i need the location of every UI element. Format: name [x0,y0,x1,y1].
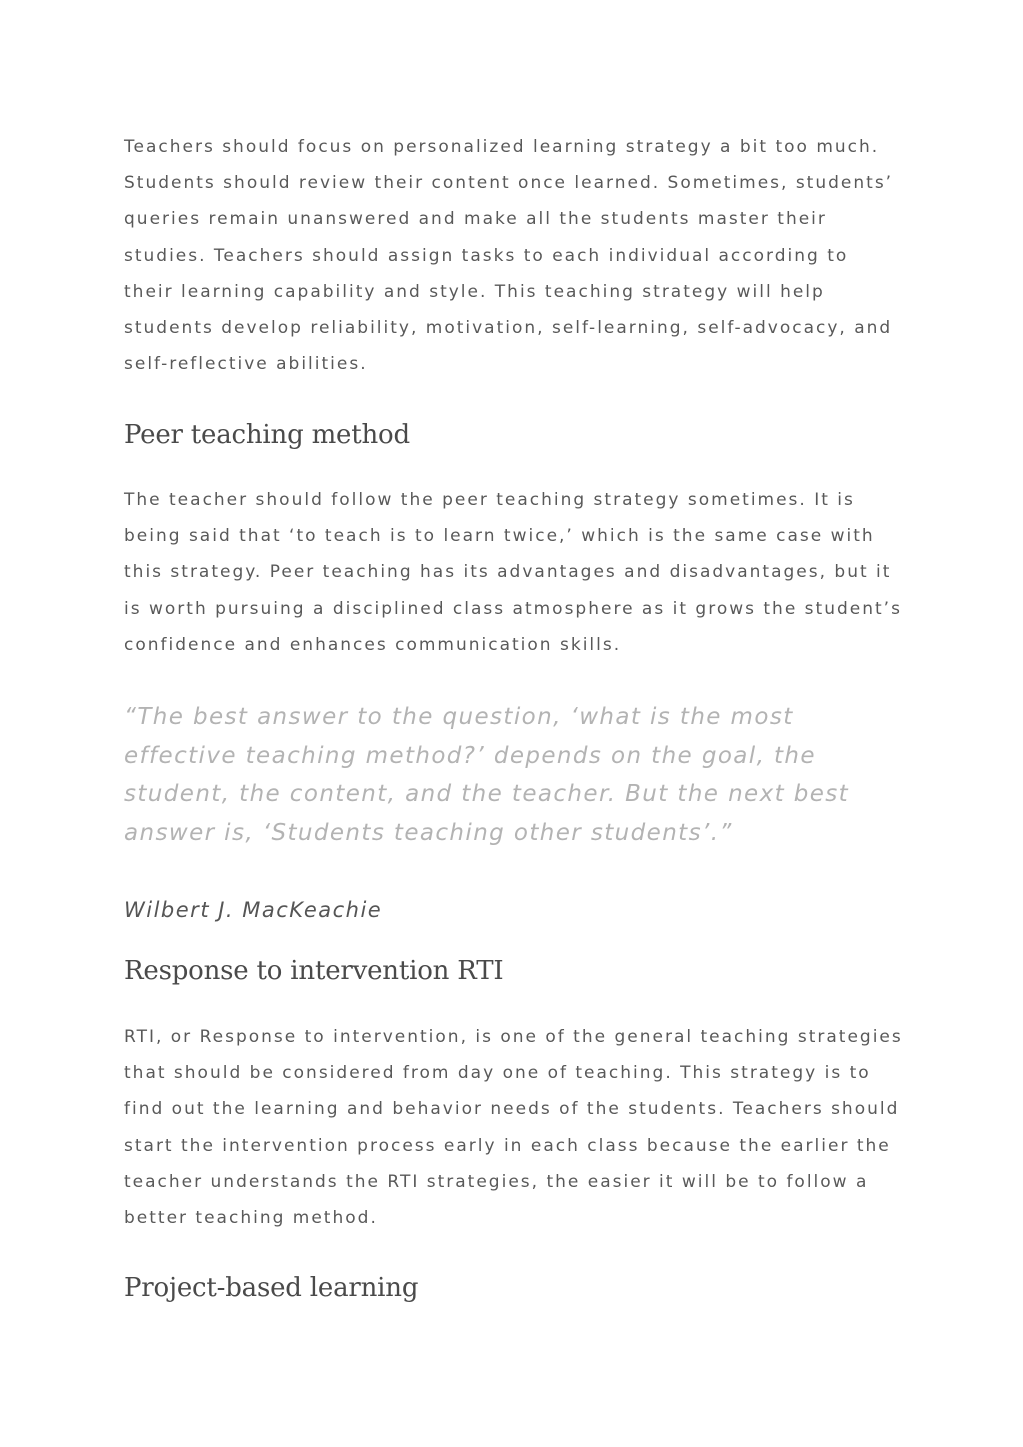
section-heading-project-based: Project-based learning [124,1273,419,1303]
section-heading-rti: Response to intervention RTI [124,956,504,986]
intro-paragraph: Teachers should focus on personalized learning strategy a bit too much. Students should review their content once learned. Sometimes, students’ queries remain unanswered and make all the students master their studies. Teachers should assign tasks to each individual according to their learning capability and style. This teaching strategy will help students develop reliability, motivation, self-learning, self-advocacy, and self-reflective abilities. [124,137,894,375]
pull-quote: “The best answer to the question, ‘what is the most effective teaching method?’ depends on the goal, the student, the content, and the teacher. But the next best answer is, ‘Students teaching other students’.” [124,704,850,846]
section-paragraph-rti: RTI, or Response to intervention, is one of the general teaching strategies that should be considered from day one of teaching. This strategy is to find out the learning and behavior needs of the students. Teachers should start the intervention process early in each class because the earlier the teacher understands the RTI strategies, the easier it will be to follow a better teaching method. [124,1027,903,1229]
section-paragraph-peer-teaching: The teacher should follow the peer teaching strategy sometimes. It is being said that ‘to teach is to learn twice,’ which is the same case with this strategy. Peer teaching has its advantages and disadvantages, but it is worth pursuing a disciplined class atmosphere as it grows the student’s confidence and enhances communication skills. [124,490,902,655]
quote-author: Wilbert J. MacKeachie [124,898,383,922]
section-heading-peer-teaching: Peer teaching method [124,420,410,450]
